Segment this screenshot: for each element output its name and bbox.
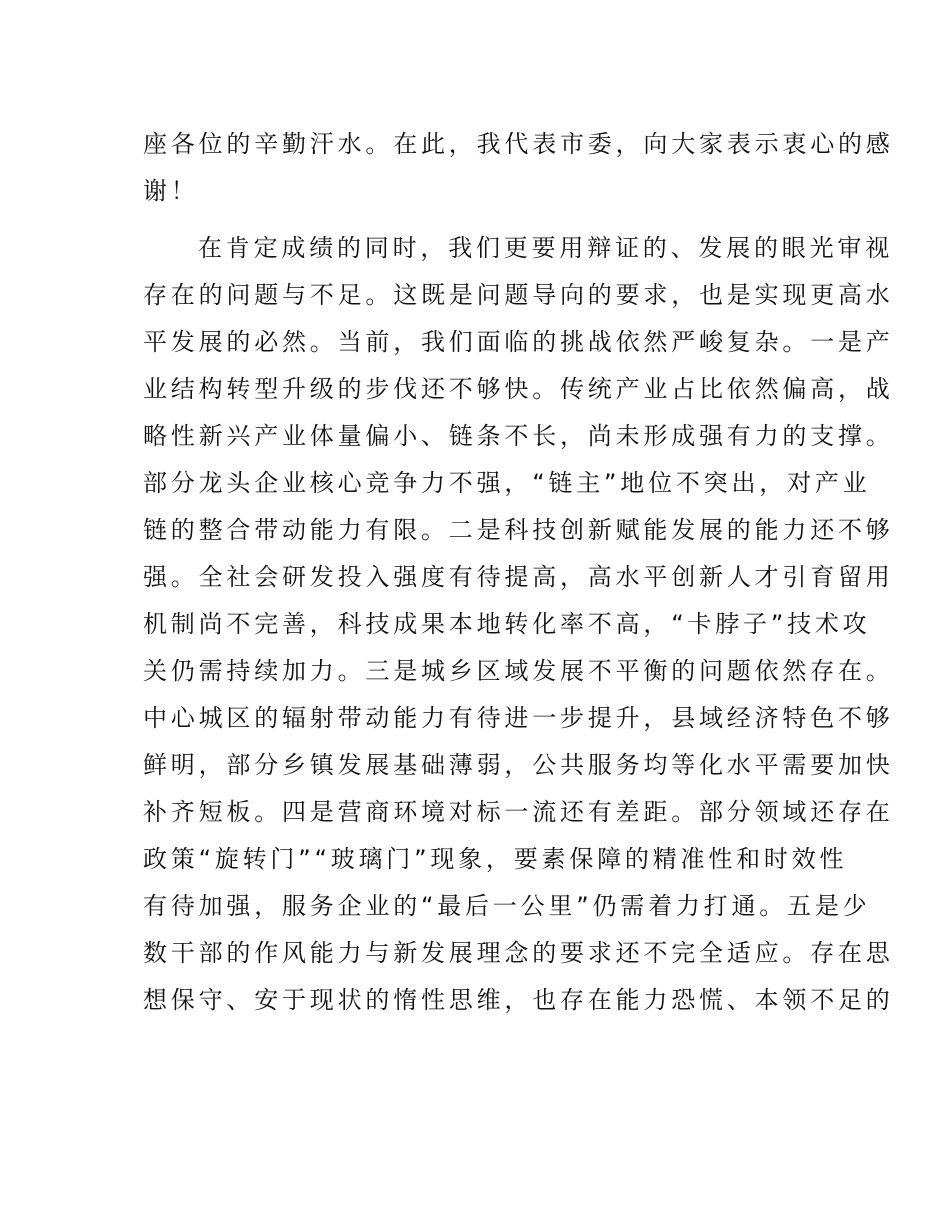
text-line: 政策“旋转门”“玻璃门”现象，要素保障的精准性和时效性	[143, 845, 848, 873]
text-line: 关仍需持续加力。三是城乡区域发展不平衡的问题依然存在。	[143, 657, 894, 685]
text-line: 座各位的辛勤汗水。在此，我代表市委，向大家表示衷心的感	[143, 130, 894, 158]
text-line: 存在的问题与不足。这既是问题导向的要求，也是实现更高水	[143, 281, 894, 309]
text-line: 补齐短板。四是营商环境对标一流还有差距。部分领域还存在	[143, 798, 894, 826]
text-line: 想保守、安于现状的惰性思维，也存在能力恐慌、本领不足的	[143, 986, 894, 1014]
document-body	[143, 124, 894, 1027]
text-line: 机制尚不完善，科技成果本地转化率不高，“卡脖子”技术攻	[143, 610, 871, 638]
text-line: 强。全社会研发投入强度有待提高，高水平创新人才引育留用	[143, 563, 894, 591]
text-line: 业结构转型升级的步伐还不够快。传统产业占比依然偏高，战	[143, 375, 894, 403]
text-line: 部分龙头企业核心竞争力不强，“链主”地位不突出，对产业	[143, 469, 871, 497]
paragraph-1	[143, 124, 894, 218]
text-line: 平发展的必然。当前，我们面临的挑战依然严峻复杂。一是产	[143, 328, 894, 356]
text-line: 有待加强，服务企业的“最后一公里”仍需着力打通。五是少	[143, 892, 871, 920]
paragraph-2	[143, 228, 894, 1027]
text-line: 谢！	[143, 177, 199, 205]
text-line: 略性新兴产业体量偏小、链条不长，尚未形成强有力的支撑。	[143, 422, 894, 450]
text-line-first-indented: 在肯定成绩的同时，我们更要用辩证的、发展的眼光审视	[198, 234, 893, 262]
text-line: 鲜明，部分乡镇发展基础薄弱，公共服务均等化水平需要加快	[143, 751, 894, 779]
text-line: 链的整合带动能力有限。二是科技创新赋能发展的能力还不够	[143, 516, 894, 544]
paragraph-spacing	[143, 218, 811, 228]
text-line: 中心城区的辐射带动能力有待进一步提升，县域经济特色不够	[143, 704, 894, 732]
text-line: 数干部的作风能力与新发展理念的要求还不完全适应。存在思	[143, 939, 894, 967]
